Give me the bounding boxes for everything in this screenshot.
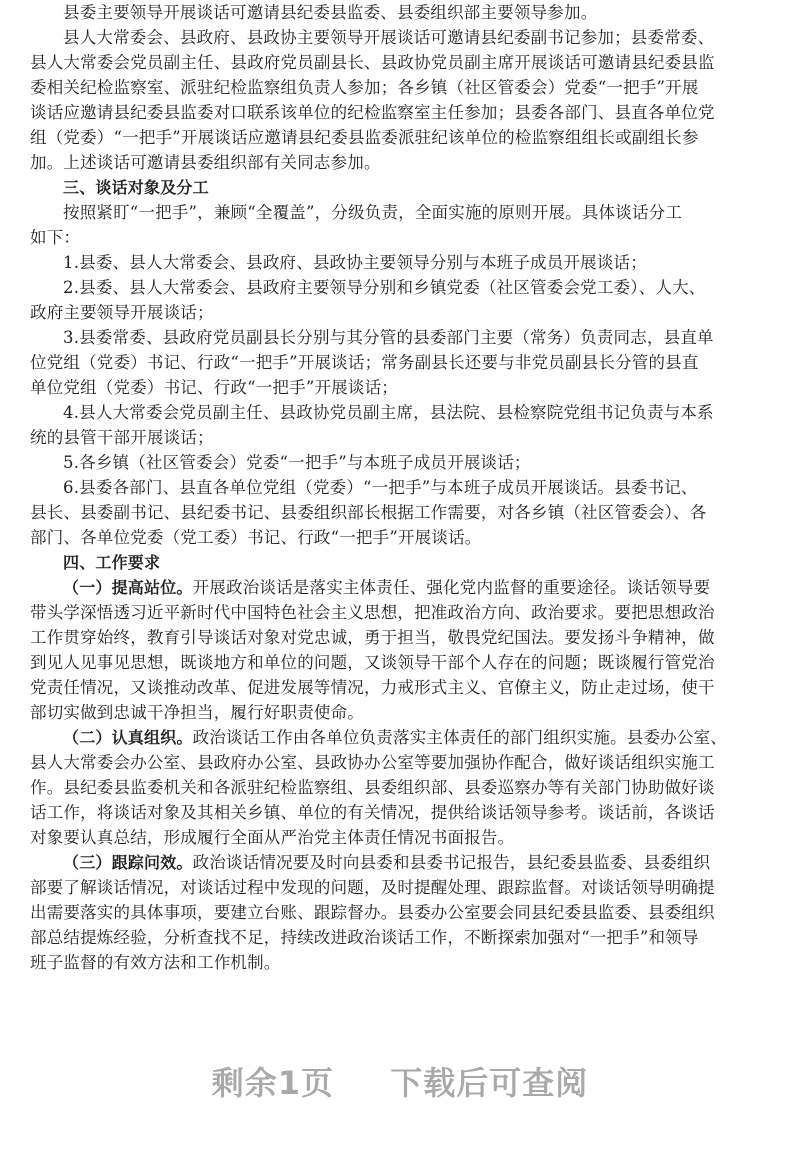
- paragraph-line: 出需要落实的具体事项，要建立台账、跟踪督办。县委办公室要会同县纪委县监委、县委组织: [30, 903, 715, 922]
- paragraph-line: 政府主要领导开展谈话；: [30, 303, 214, 322]
- list-item: 1.县委、县人大常委会、县政府、县政协主要领导分别与本班子成员开展谈话；: [63, 253, 647, 272]
- paragraph-line: 组（党委）“一把手”开展谈话应邀请县纪委县监委派驻纪该单位的检监察组组长或副组长参: [30, 128, 699, 147]
- paragraph-line: 加。上述谈话可邀请县委组织部有关同志参加。: [30, 153, 381, 172]
- subsection-lead: （一）提高站位。: [63, 578, 193, 597]
- download-to-read-label: 下载后可查阅: [390, 1064, 589, 1102]
- list-item: 4.县人大常委会党员副主任、县政协党员副主席，县法院、县检察院党组书记负责与本系: [63, 403, 714, 422]
- paragraph-line: 工作贯穿始终，教育引导谈话对象对党忠诚，勇于担当，敬畏党纪国法。要发扬斗争精神，做: [30, 628, 715, 647]
- paragraph-line: [30, 850, 775, 875]
- paragraph-line: 县人大常委会、县政府、县政协主要领导开展谈话可邀请县纪委副书记参加；县委常委、: [63, 28, 715, 47]
- paragraph-line: 部要了解谈话情况，对谈话过程中发现的问题，及时提醒处理、跟踪监督。对谈话领导明确提: [30, 878, 715, 897]
- paragraph-line: 作。县纪委县监委机关和各派驻纪检监察组、县委组织部、县委巡察办等有关部门协助做好谈: [30, 778, 715, 797]
- document-body: [30, 0, 775, 975]
- paragraph-text: 开展政治谈话是落实主体责任、强化党内监督的重要途径。谈话领导要: [192, 578, 711, 597]
- section-heading: 四、工作要求: [63, 553, 161, 572]
- list-item: 6.县委各部门、县直各单位党组（党委）“一把手”与本班子成员开展谈话。县委书记、: [63, 478, 698, 497]
- paragraph-line: 县人大常委会党员副主任、县政府党员副县长、县政协党员副主席开展谈话可邀请县纪委县监: [30, 53, 715, 72]
- paragraph-line: 班子监督的有效方法和工作机制。: [30, 953, 281, 972]
- list-item: 3.县委常委、县政府党员副县长分别与其分管的县委部门主要（常务）负责同志，县直单: [63, 328, 714, 347]
- paragraph-line: 话工作，将谈话对象及其相关乡镇、单位的有关情况，提供给谈话领导参考。谈话前，各谈话: [30, 803, 715, 822]
- paragraph-line: [30, 725, 775, 750]
- paragraph-line: 党责任情况，又谈推动改革、促进发展等情况，力戒形式主义、官僚主义，防止走过场，使干: [30, 678, 715, 697]
- paragraph-line: 部门、各单位党委（党工委）书记、行政“一把手”开展谈话。: [30, 528, 482, 547]
- subsection-lead: （三）跟踪问效。: [63, 853, 193, 872]
- paragraph-line: 委相关纪检监察室、派驻纪检监察组负责人参加；各乡镇（社区管委会）党委“一把手”开展: [30, 78, 699, 97]
- paragraph-text: 政治谈话工作由各单位负责落实主体责任的部门组织实施。县委办公室、: [192, 728, 728, 747]
- paragraph-line: 到见人见事见思想，既谈地方和单位的问题，又谈领导干部个人存在的问题；既谈履行管党治: [30, 653, 715, 672]
- paragraph-line: 对象要认真总结，形成履行全面从严治党主体责任情况书面报告。: [30, 828, 515, 847]
- paragraph-line: 县长、县委副书记、县纪委书记、县委组织部长根据工作需要，对各乡镇（社区管委会）、各: [30, 503, 707, 522]
- paragraph-line: 按照紧盯“一把手”，兼顾“全覆盖”，分级负责，全面实施的原则开展。具体谈话分工: [63, 203, 683, 222]
- paragraph-line: 统的县管干部开展谈话；: [30, 428, 214, 447]
- list-item: 2.县委、县人大常委会、县政府主要领导分别和乡镇党委（社区管委会党工委）、人大、: [63, 278, 706, 297]
- paragraph-line: 谈话应邀请县纪委县监委对口联系该单位的纪检监察室主任参加；县委各部门、县直各单位党: [30, 103, 715, 122]
- list-item: 5.各乡镇（社区管委会）党委“一把手”与本班子成员开展谈话；: [63, 453, 531, 472]
- paragraph-line: 部总结提炼经验，分析查找不足，持续改进政治谈话工作，不断探索加强对“一把手”和领导: [30, 928, 699, 947]
- paragraph-line: 位党组（党委）书记、行政“一把手”开展谈话；常务副县长还要与非党员副县长分管的县直: [30, 353, 699, 372]
- remaining-pages-banner[interactable]: [0, 1058, 800, 1104]
- paragraph-text: 政治谈话情况要及时向县委和县委书记报告，县纪委县监委、县委组织: [192, 853, 711, 872]
- paragraph-line: 部切实做到忠诚干净担当，履行好职责使命。: [30, 703, 364, 722]
- paragraph-line: [30, 575, 775, 600]
- paragraph-line: 如下：: [30, 228, 81, 247]
- remaining-pages-label: 剩余1页: [211, 1064, 335, 1102]
- paragraph-line: 带头学深悟透习近平新时代中国特色社会主义思想，把准政治方向、政治要求。要把思想政治: [30, 603, 715, 622]
- paragraph-line: 县人大常委会办公室、县政府办公室、县政协办公室等要加强协作配合，做好谈话组织实施工: [30, 753, 715, 772]
- subsection-lead: （二）认真组织。: [63, 728, 193, 747]
- paragraph-line: 单位党组（党委）书记、行政“一把手”开展谈话；: [30, 378, 398, 397]
- section-heading: 三、谈话对象及分工: [63, 178, 209, 197]
- paragraph-line: 县委主要领导开展谈话可邀请县纪委县监委、县委组织部主要领导参加。: [63, 3, 598, 22]
